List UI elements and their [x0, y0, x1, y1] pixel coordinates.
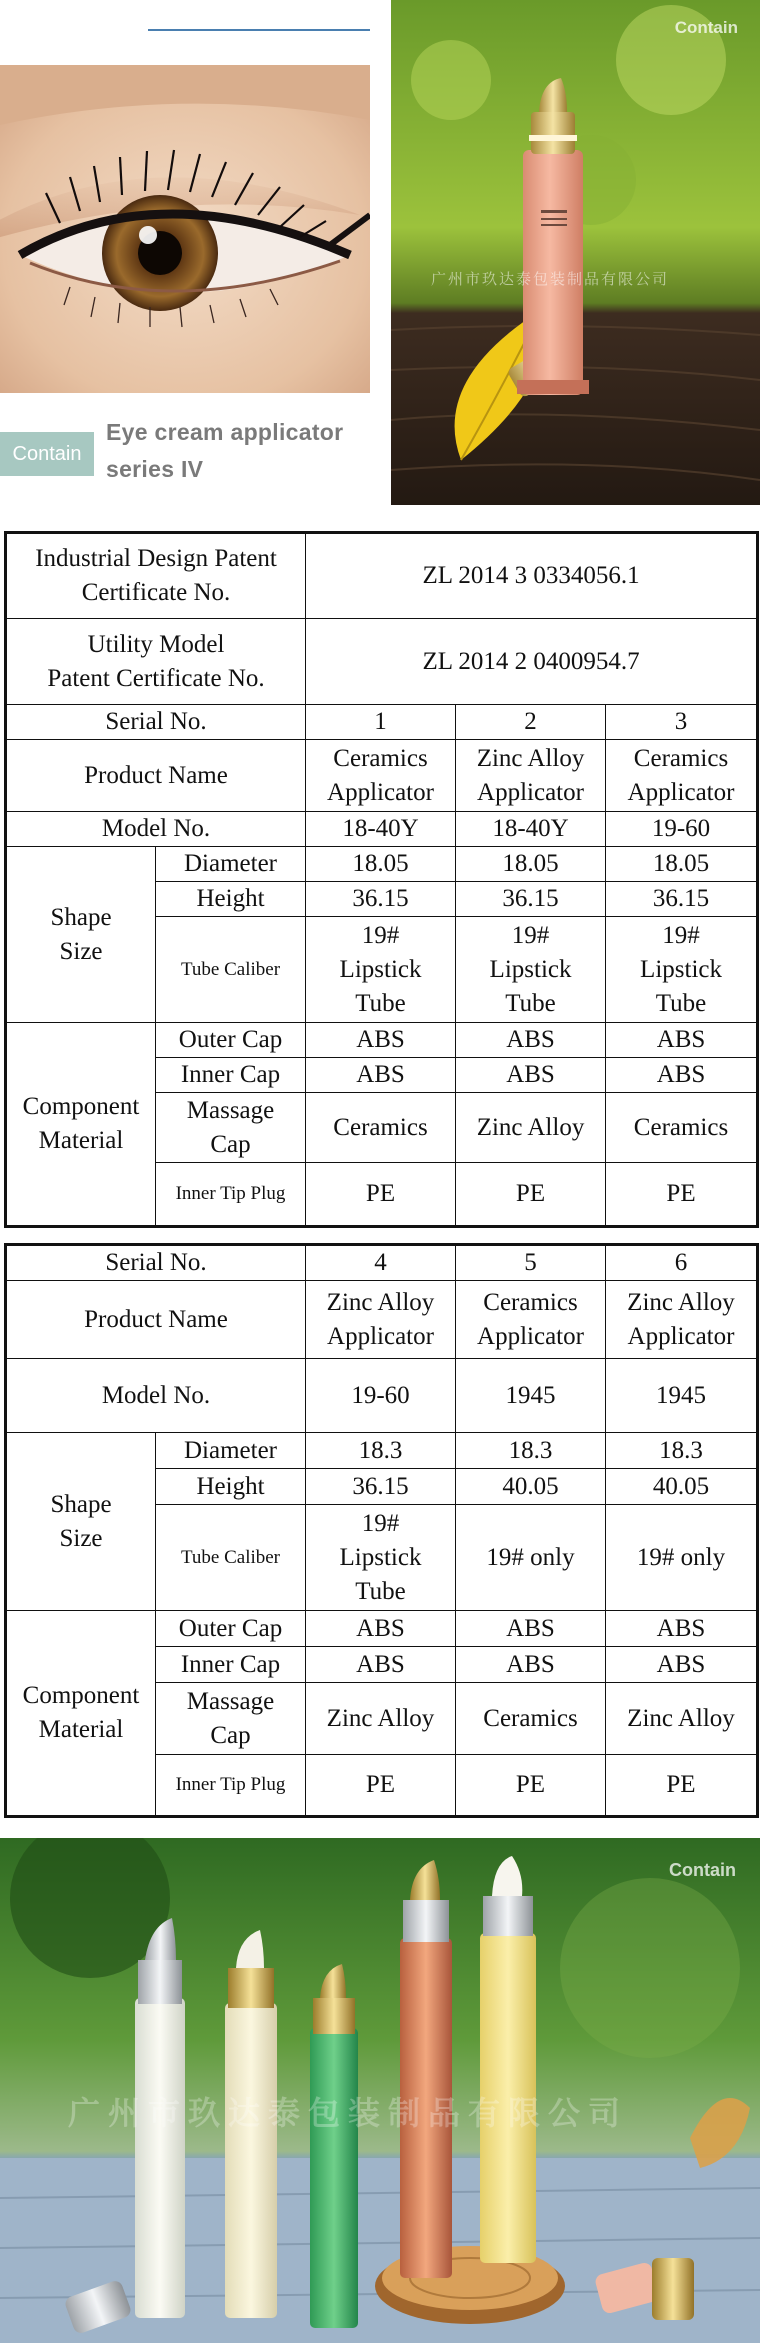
diameter-row — [6, 1433, 758, 1469]
height-cell: 36.15 — [306, 1469, 456, 1505]
single-tube-photo — [391, 0, 760, 505]
outer-cap-cell: ABS — [306, 1023, 456, 1058]
diameter-cell: 18.3 — [606, 1433, 758, 1469]
company-watermark: 广州市玖达泰包装制品有限公司 — [68, 2095, 629, 2131]
product-name-row — [6, 1281, 758, 1359]
model-row — [6, 812, 758, 847]
diameter-label: Diameter — [156, 847, 306, 882]
diameter-label: Diameter — [156, 1433, 306, 1469]
model-cell: 1945 — [606, 1359, 758, 1433]
brand-tag: Contain — [0, 432, 94, 476]
diameter-cell: 18.05 — [306, 847, 456, 882]
model-cell: 18-40Y — [306, 812, 456, 847]
model-cell: 1945 — [456, 1359, 606, 1433]
title-line-2: series IV — [106, 456, 204, 482]
model-label: Model No. — [6, 1359, 306, 1433]
tube-caliber-cell: 19# only — [606, 1505, 758, 1611]
outer-cap-cell: ABS — [606, 1611, 758, 1647]
inner-tip-plug-cell: PE — [606, 1163, 758, 1227]
inner-tip-plug-cell: PE — [456, 1163, 606, 1227]
diameter-cell: 18.05 — [456, 847, 606, 882]
tube-caliber-cell: 19# only — [456, 1505, 606, 1611]
massage-cap-cell: Ceramics — [606, 1093, 758, 1163]
inner-tip-plug-label: Inner Tip Plug — [156, 1163, 306, 1227]
serial-cell: 4 — [306, 1245, 456, 1281]
inner-cap-label: Inner Cap — [156, 1647, 306, 1683]
product-name-row — [6, 740, 758, 812]
company-watermark: 广州市玖达泰包装制品有限公司 — [431, 271, 670, 288]
inner-cap-label: Inner Cap — [156, 1058, 306, 1093]
inner-cap-cell: ABS — [456, 1647, 606, 1683]
model-cell: 19-60 — [606, 812, 758, 847]
inner-cap-cell: ABS — [606, 1058, 758, 1093]
model-label: Model No. — [6, 812, 306, 847]
tube-caliber-cell: 19# Lipstick Tube — [306, 917, 456, 1023]
height-cell: 40.05 — [456, 1469, 606, 1505]
product-lineup-photo — [0, 1838, 760, 2343]
component-material-label: Component Material — [6, 1611, 156, 1817]
eye-closeup-photo — [0, 65, 370, 393]
diameter-cell: 18.05 — [606, 847, 758, 882]
decorative-rule — [148, 29, 370, 31]
serial-cell: 2 — [456, 705, 606, 740]
brand-watermark: Contain — [674, 18, 738, 37]
outer-cap-cell: ABS — [606, 1023, 758, 1058]
massage-cap-cell: Zinc Alloy — [606, 1683, 758, 1755]
product-name-cell: Zinc Alloy Applicator — [456, 740, 606, 812]
massage-cap-cell: Zinc Alloy — [306, 1683, 456, 1755]
serial-cell: 1 — [306, 705, 456, 740]
product-name-cell: Ceramics Applicator — [606, 740, 758, 812]
inner-tip-plug-cell: PE — [306, 1163, 456, 1227]
utility-patent-number: ZL 2014 2 0400954.7 — [306, 619, 758, 705]
height-cell: 36.15 — [306, 882, 456, 917]
diameter-cell: 18.3 — [456, 1433, 606, 1469]
outer-cap-label: Outer Cap — [156, 1023, 306, 1058]
product-series-title — [106, 414, 376, 488]
serial-cell: 6 — [606, 1245, 758, 1281]
outer-cap-cell: ABS — [456, 1023, 606, 1058]
tube-caliber-cell: 19# Lipstick Tube — [606, 917, 758, 1023]
spec-table-series-4-6 — [4, 1243, 759, 1818]
tube-caliber-label: Tube Caliber — [156, 1505, 306, 1611]
shape-size-label: Shape Size — [6, 1433, 156, 1611]
height-cell: 36.15 — [606, 882, 758, 917]
title-line-1: Eye cream applicator — [106, 419, 344, 445]
model-cell: 18-40Y — [456, 812, 606, 847]
inner-cap-cell: ABS — [306, 1058, 456, 1093]
outer-cap-cell: ABS — [456, 1611, 606, 1647]
product-name-cell: Ceramics Applicator — [456, 1281, 606, 1359]
serial-label: Serial No. — [6, 705, 306, 740]
design-patent-number: ZL 2014 3 0334056.1 — [306, 533, 758, 619]
utility-patent-row — [6, 619, 758, 705]
height-cell: 40.05 — [606, 1469, 758, 1505]
height-label: Height — [156, 882, 306, 917]
outer-cap-label: Outer Cap — [156, 1611, 306, 1647]
height-cell: 36.15 — [456, 882, 606, 917]
outer-cap-cell: ABS — [306, 1611, 456, 1647]
serial-cell: 5 — [456, 1245, 606, 1281]
product-name-label: Product Name — [6, 740, 306, 812]
inner-tip-plug-cell: PE — [606, 1755, 758, 1817]
serial-row — [6, 1245, 758, 1281]
tube-caliber-label: Tube Caliber — [156, 917, 306, 1023]
inner-cap-cell: ABS — [456, 1058, 606, 1093]
massage-cap-label: Massage Cap — [156, 1093, 306, 1163]
inner-tip-plug-cell: PE — [456, 1755, 606, 1817]
design-patent-row — [6, 533, 758, 619]
massage-cap-label: Massage Cap — [156, 1683, 306, 1755]
serial-row — [6, 705, 758, 740]
inner-cap-cell: ABS — [306, 1647, 456, 1683]
product-name-cell: Zinc Alloy Applicator — [306, 1281, 456, 1359]
model-cell: 19-60 — [306, 1359, 456, 1433]
serial-cell: 3 — [606, 705, 758, 740]
massage-cap-cell: Ceramics — [456, 1683, 606, 1755]
utility-patent-label: Utility Model Patent Certificate No. — [6, 619, 306, 705]
design-patent-label: Industrial Design Patent Certificate No. — [6, 533, 306, 619]
serial-label: Serial No. — [6, 1245, 306, 1281]
inner-tip-plug-label: Inner Tip Plug — [156, 1755, 306, 1817]
product-name-cell: Zinc Alloy Applicator — [606, 1281, 758, 1359]
diameter-cell: 18.3 — [306, 1433, 456, 1469]
massage-cap-cell: Zinc Alloy — [456, 1093, 606, 1163]
massage-cap-cell: Ceramics — [306, 1093, 456, 1163]
height-label: Height — [156, 1469, 306, 1505]
spec-table-series-1-3 — [4, 531, 759, 1228]
component-material-label: Component Material — [6, 1023, 156, 1227]
inner-tip-plug-cell: PE — [306, 1755, 456, 1817]
outer-cap-row — [6, 1023, 758, 1058]
diameter-row — [6, 847, 758, 882]
brand-watermark: Contain — [669, 1860, 736, 1880]
inner-cap-cell: ABS — [606, 1647, 758, 1683]
shape-size-label: Shape Size — [6, 847, 156, 1023]
outer-cap-row — [6, 1611, 758, 1647]
product-name-cell: Ceramics Applicator — [306, 740, 456, 812]
tube-caliber-cell: 19# Lipstick Tube — [306, 1505, 456, 1611]
product-name-label: Product Name — [6, 1281, 306, 1359]
tube-caliber-cell: 19# Lipstick Tube — [456, 917, 606, 1023]
model-row — [6, 1359, 758, 1433]
